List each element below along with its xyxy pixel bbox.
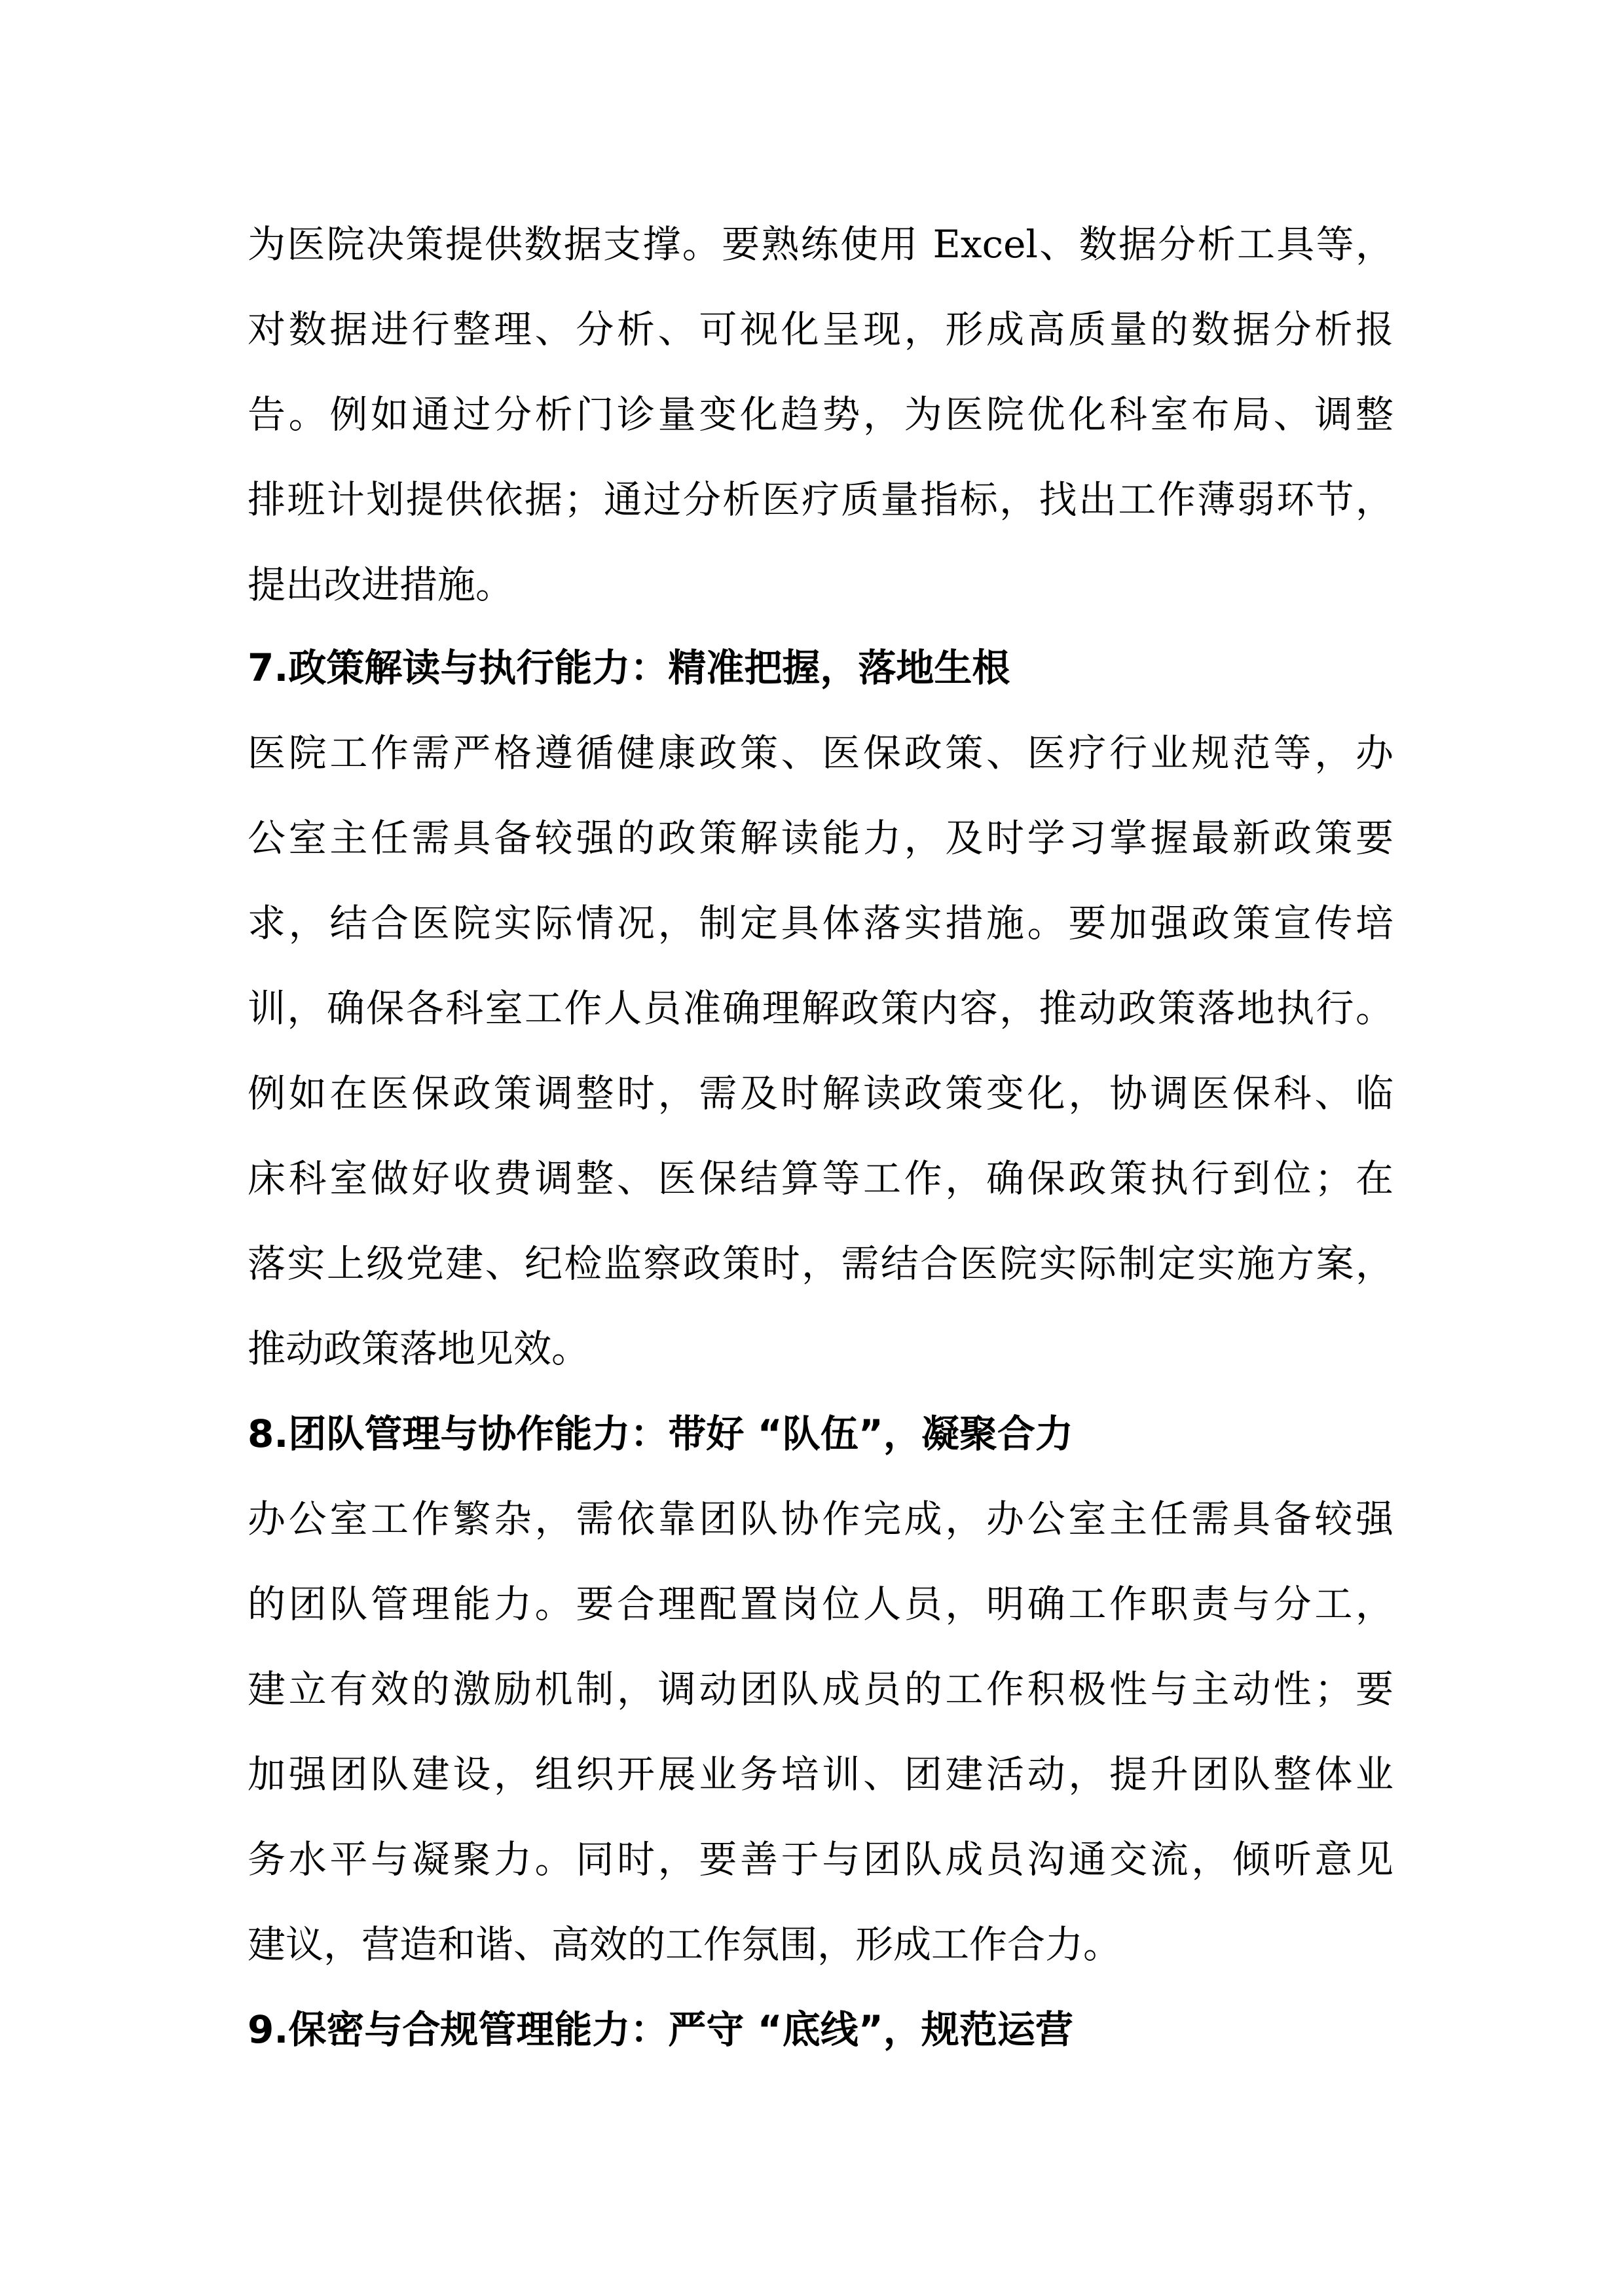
paragraph-line: 对数据进行整理、分析、可视化呈现，形成高质量的数据分析报 [248,307,1393,352]
paragraph-line: 公室主任需具备较强的政策解读能力，及时学习掌握最新政策要 [248,816,1393,860]
paragraph-line: 落实上级党建、纪检监察政策时，需结合医院实际制定实施方案， [248,1241,1393,1286]
paragraph-line: 床科室做好收费调整、医保结算等工作，确保政策执行到位；在 [248,1156,1393,1201]
paragraph-line: 求，结合医院实际情况，制定具体落实措施。要加强政策宣传培 [248,901,1393,945]
paragraph-line: 告。例如通过分析门诊量变化趋势，为医院优化科室布局、调整 [248,392,1393,437]
section-heading-9: 9.保密与合规管理能力：严守 “底线”，规范运营 [248,2007,1073,2052]
section-heading-7: 7.政策解读与执行能力：精准把握，落地生根 [248,646,1010,690]
paragraph-line: 务水平与凝聚力。同时，要善于与团队成员沟通交流，倾听意见 [248,1837,1393,1882]
paragraph-line: 加强团队建设，组织开展业务培训、团建活动，提升团队整体业 [248,1752,1393,1796]
paragraph-line: 提出改进措施。 [248,562,514,607]
section-heading-8: 8.团队管理与协作能力：带好 “队伍”，凝聚合力 [248,1412,1073,1456]
paragraph-line: 训，确保各科室工作人员准确理解政策内容，推动政策落地执行。 [248,986,1393,1030]
paragraph-line: 推动政策落地见效。 [248,1326,590,1371]
paragraph-line: 排班计划提供依据；通过分析医疗质量指标，找出工作薄弱环节， [248,477,1393,522]
paragraph-line: 为医院决策提供数据支撑。要熟练使用 Excel、数据分析工具等， [248,222,1393,266]
paragraph-line: 的团队管理能力。要合理配置岗位人员，明确工作职责与分工， [248,1582,1393,1626]
paragraph-line: 建立有效的激励机制，调动团队成员的工作积极性与主动性；要 [248,1667,1393,1711]
paragraph-line: 建议，营造和谐、高效的工作氛围，形成工作合力。 [248,1922,1122,1967]
paragraph-line: 办公室工作繁杂，需依靠团队协作完成，办公室主任需具备较强 [248,1497,1393,1541]
paragraph-line: 医院工作需严格遵循健康政策、医保政策、医疗行业规范等，办 [248,731,1393,775]
paragraph-line: 例如在医保政策调整时，需及时解读政策变化，协调医保科、临 [248,1071,1393,1116]
